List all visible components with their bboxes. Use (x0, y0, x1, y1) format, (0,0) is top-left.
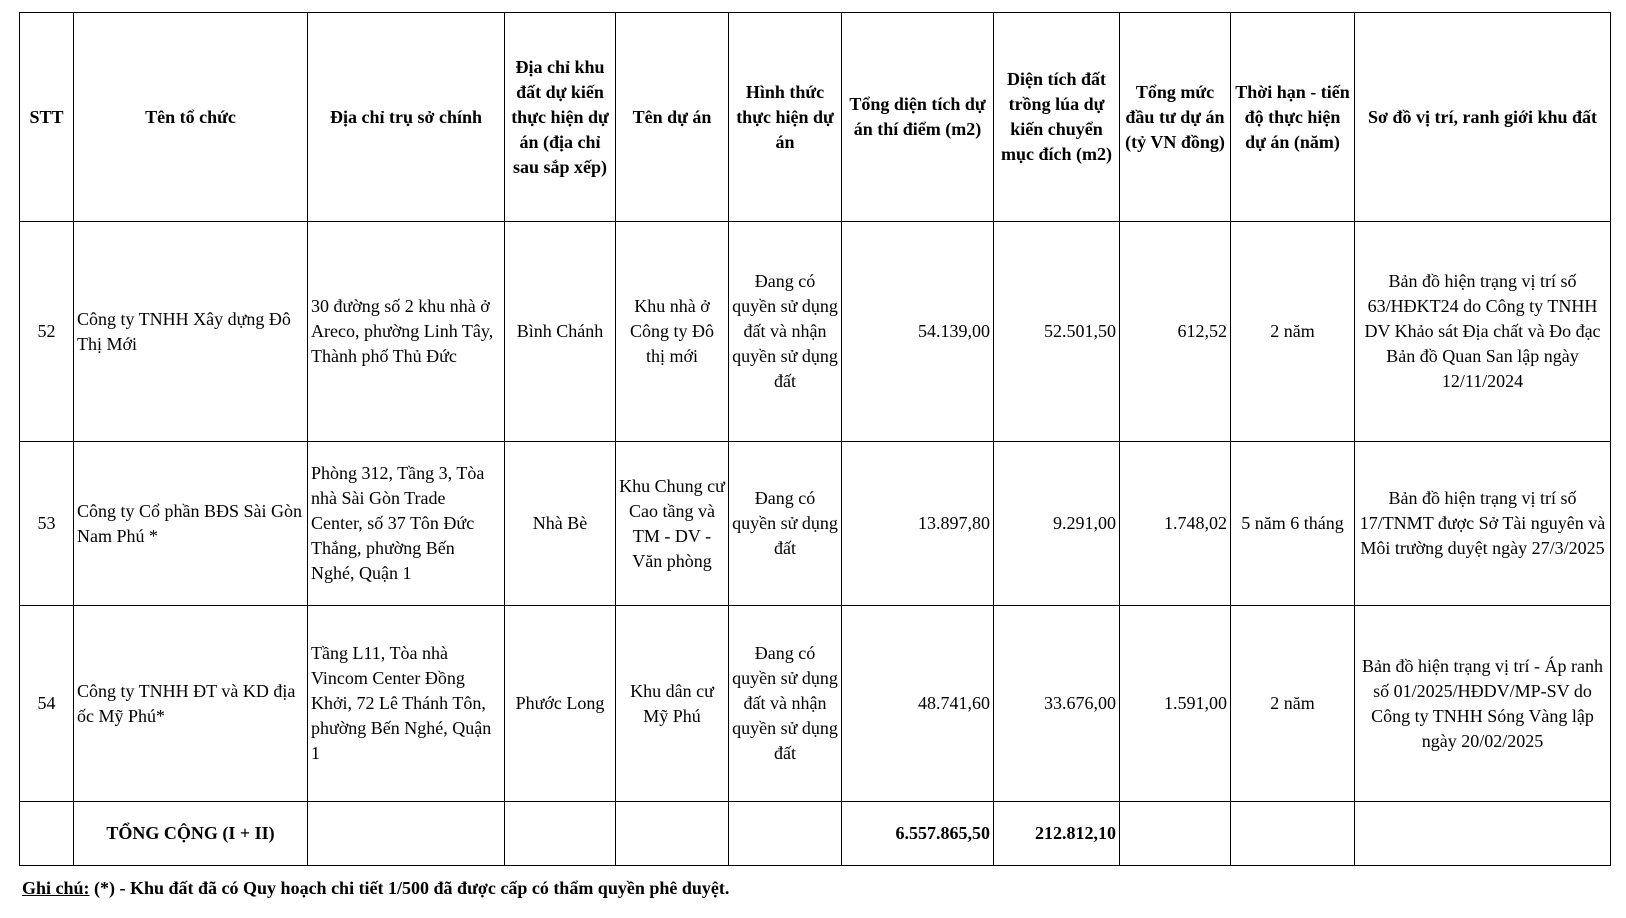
cell-empty (1355, 802, 1611, 866)
cell-dia-chi-tru-so: Tầng L11, Tòa nhà Vincom Center Đồng Khởi, 72 Lê Thánh Tôn, phường Bến Nghé, Quận 1 (308, 606, 505, 802)
cell-dien-tich-lua: 33.676,00 (994, 606, 1120, 802)
cell-dia-chi-khu-dat: Nhà Bè (505, 442, 616, 606)
cell-empty (616, 802, 729, 866)
cell-hinh-thuc: Đang có quyền sử dụng đất và nhận quyền sử dụng đất (729, 606, 842, 802)
header-dien-tich-lua: Diện tích đất trồng lúa dự kiến chuyển mục đích (m2) (994, 13, 1120, 222)
cell-empty (1231, 802, 1355, 866)
total-tong-dien-tich: 6.557.865,50 (842, 802, 994, 866)
cell-so-do: Bản đồ hiện trạng vị trí - Áp ranh số 01/2025/HĐDV/MP-SV do Công ty TNHH Sóng Vàng lập ngày 20/02/2025 (1355, 606, 1611, 802)
cell-empty (505, 802, 616, 866)
cell-so-do: Bản đồ hiện trạng vị trí số 63/HĐKT24 do Công ty TNHH DV Khảo sát Địa chất và Đo đạc Bản đồ Quan San lập ngày 12/11/2024 (1355, 222, 1611, 442)
project-table (19, 12, 1611, 866)
cell-ten-to-chuc: Công ty TNHH Xây dựng Đô Thị Mới (74, 222, 308, 442)
total-row (20, 802, 1611, 866)
cell-hinh-thuc: Đang có quyền sử dụng đất (729, 442, 842, 606)
cell-ten-to-chuc: Công ty Cổ phần BĐS Sài Gòn Nam Phú * (74, 442, 308, 606)
header-stt: STT (20, 13, 74, 222)
header-ten-to-chuc: Tên tổ chức (74, 13, 308, 222)
header-dia-chi-tru-so: Địa chỉ trụ sở chính (308, 13, 505, 222)
total-dien-tich-lua: 212.812,10 (994, 802, 1120, 866)
cell-stt: 53 (20, 442, 74, 606)
header-so-do: Sơ đồ vị trí, ranh giới khu đất (1355, 13, 1611, 222)
header-tong-muc-dau-tu: Tổng mức đầu tư dự án (tỷ VN đồng) (1120, 13, 1231, 222)
footnote-label: Ghi chú: (22, 878, 90, 898)
cell-thoi-han: 2 năm (1231, 222, 1355, 442)
cell-dia-chi-khu-dat: Phước Long (505, 606, 616, 802)
table-row (20, 606, 1611, 802)
total-label: TỔNG CỘNG (I + II) (74, 802, 308, 866)
cell-tong-muc-dau-tu: 1.748,02 (1120, 442, 1231, 606)
cell-ten-du-an: Khu nhà ở Công ty Đô thị mới (616, 222, 729, 442)
cell-dien-tich-lua: 52.501,50 (994, 222, 1120, 442)
table-row (20, 222, 1611, 442)
cell-tong-muc-dau-tu: 1.591,00 (1120, 606, 1231, 802)
cell-dia-chi-tru-so: 30 đường số 2 khu nhà ở Areco, phường Linh Tây, Thành phố Thủ Đức (308, 222, 505, 442)
table-header-row (20, 13, 1611, 222)
cell-stt: 54 (20, 606, 74, 802)
cell-thoi-han: 5 năm 6 tháng (1231, 442, 1355, 606)
cell-empty (20, 802, 74, 866)
header-hinh-thuc: Hình thức thực hiện dự án (729, 13, 842, 222)
cell-tong-muc-dau-tu: 612,52 (1120, 222, 1231, 442)
cell-ten-du-an: Khu Chung cư Cao tầng và TM - DV - Văn phòng (616, 442, 729, 606)
cell-stt: 52 (20, 222, 74, 442)
table-row (20, 442, 1611, 606)
cell-tong-dien-tich: 13.897,80 (842, 442, 994, 606)
cell-ten-to-chuc: Công ty TNHH ĐT và KD địa ốc Mỹ Phú* (74, 606, 308, 802)
cell-empty (729, 802, 842, 866)
cell-empty (1120, 802, 1231, 866)
cell-dia-chi-khu-dat: Bình Chánh (505, 222, 616, 442)
cell-hinh-thuc: Đang có quyền sử dụng đất và nhận quyền sử dụng đất (729, 222, 842, 442)
header-dia-chi-khu-dat: Địa chỉ khu đất dự kiến thực hiện dự án (địa chỉ sau sắp xếp) (505, 13, 616, 222)
footnote (22, 876, 729, 900)
cell-empty (308, 802, 505, 866)
header-tong-dien-tich: Tổng diện tích dự án thí điểm (m2) (842, 13, 994, 222)
cell-dien-tich-lua: 9.291,00 (994, 442, 1120, 606)
cell-tong-dien-tich: 48.741,60 (842, 606, 994, 802)
header-ten-du-an: Tên dự án (616, 13, 729, 222)
cell-ten-du-an: Khu dân cư Mỹ Phú (616, 606, 729, 802)
cell-tong-dien-tich: 54.139,00 (842, 222, 994, 442)
header-thoi-han: Thời hạn - tiến độ thực hiện dự án (năm) (1231, 13, 1355, 222)
cell-so-do: Bản đồ hiện trạng vị trí số 17/TNMT được Sở Tài nguyên và Môi trường duyệt ngày 27/3/2025 (1355, 442, 1611, 606)
cell-dia-chi-tru-so: Phòng 312, Tầng 3, Tòa nhà Sài Gòn Trade Center, số 37 Tôn Đức Thắng, phường Bến Nghé, Quận 1 (308, 442, 505, 606)
cell-thoi-han: 2 năm (1231, 606, 1355, 802)
footnote-text: (*) - Khu đất đã có Quy hoạch chi tiết 1/500 đã được cấp có thẩm quyền phê duyệt. (89, 878, 730, 898)
